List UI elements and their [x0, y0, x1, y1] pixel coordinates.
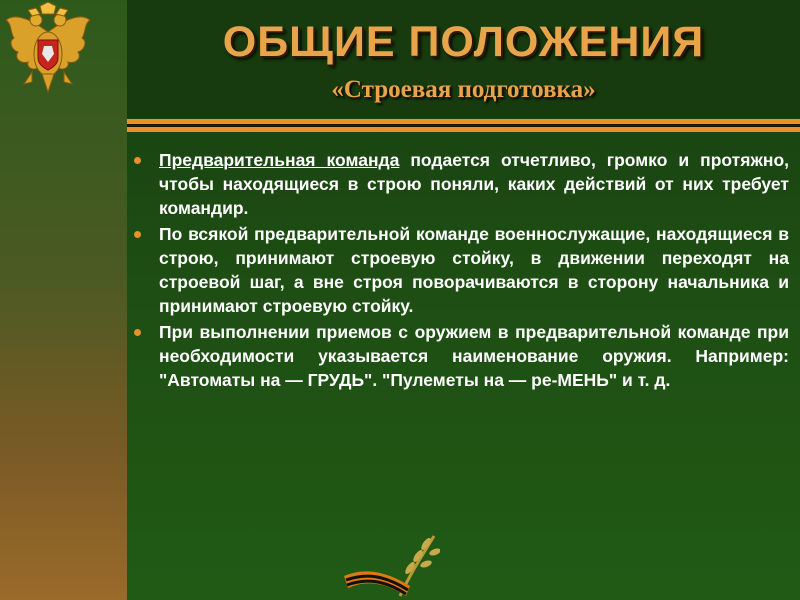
bullet-item [132, 148, 789, 220]
divider-stripe [127, 127, 800, 132]
bullet-text: При выполнении приемов с оружием в предварительной команде при необходимости указывается наименование оружия. Например: "Автоматы на — ГРУДЬ". "Пулеметы на — ре-МЕНЬ" и т. д. [159, 322, 789, 390]
st-george-ribbon-icon [340, 530, 440, 600]
slide-title: ОБЩИЕ ПОЛОЖЕНИЯ [222, 18, 705, 66]
bullet-dot-icon [134, 231, 141, 238]
bullet-item [132, 320, 789, 392]
bullet-dot-icon [134, 329, 141, 336]
double-headed-eagle-icon [2, 2, 94, 100]
bullet-text: По всякой предварительной команде военнослужащие, находящиеся в строю, принимают строевую стойку, в движении переходят на строевой шаг, а вне строя поворачиваются в сторону начальника и принимают строевую стойку. [159, 224, 789, 316]
bullet-text: подается отчетливо, громко и протяжно, чтобы находящиеся в строю поняли, каких действий от них требует командир. [159, 150, 789, 218]
bullet-list [132, 148, 789, 394]
bullet-dot-icon [134, 157, 141, 164]
slide-subtitle: «Строевая подготовка» [331, 76, 596, 103]
bullet-item [132, 222, 789, 318]
bullet-term: Предварительная команда [159, 150, 400, 170]
